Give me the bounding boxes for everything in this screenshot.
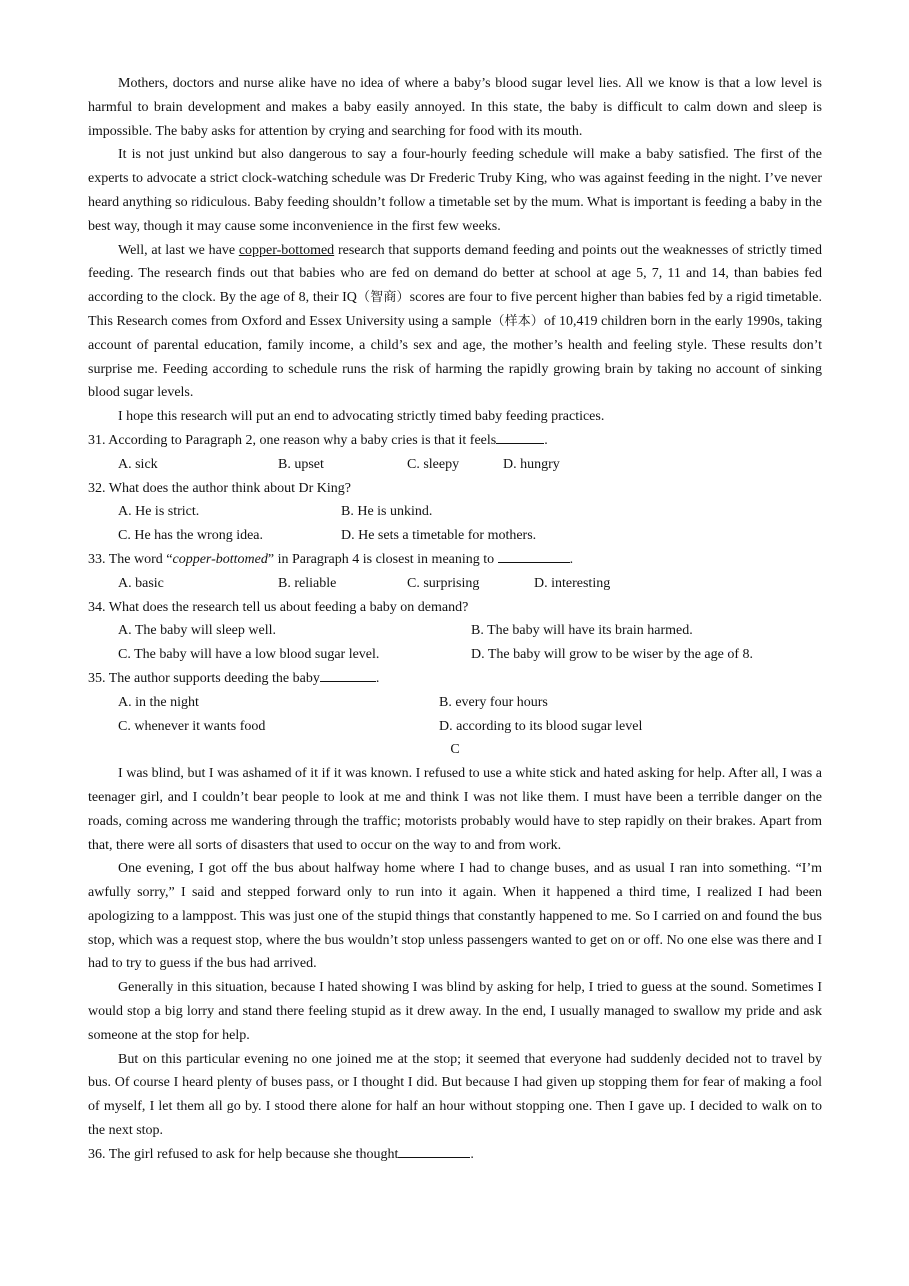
question-34-options-row-2 — [88, 643, 822, 667]
option-d: D. He sets a timetable for mothers. — [341, 528, 537, 544]
question-32: 32. What does the author think about Dr King? — [88, 480, 351, 496]
question-end: . — [375, 670, 380, 686]
question-33-options — [88, 572, 822, 596]
option-b: B. every four hours — [439, 694, 548, 710]
paragraph-text: of 10,419 children born in the early 1990s, taking account of parental education, family income, a child’s sex and age, the mother’s health and feeling style. These results don’t surprise me. Feeding according to schedule runs the risk of harming the rapidly growing brain by taking no account of sinking blood sugar levels. — [88, 313, 822, 401]
question-stem: 36. The girl refused to ask for help because she thought — [88, 1146, 399, 1162]
answer-blank — [498, 548, 570, 563]
question-stem: 33. The word “ — [88, 551, 173, 567]
italic-term: copper-bottomed — [172, 551, 268, 567]
passage-c-paragraph-3: Generally in this situation, because I hated showing I was blind by asking for help, I tried to guess at the sound. Sometimes I would stop a big lorry and stand there feeling stupid as it drew away. In the end, I usually managed to swallow my pride and ask someone at the stop for help. — [88, 980, 822, 1043]
passage-b-paragraph-3 — [88, 239, 822, 406]
question-31 — [88, 429, 822, 453]
question-34-options-row-1 — [88, 619, 822, 643]
option-c: C. sleepy — [407, 456, 460, 472]
option-c: C. He has the wrong idea. — [118, 528, 264, 544]
option-b: B. reliable — [278, 575, 337, 591]
option-a: A. basic — [118, 575, 164, 591]
option-c: C. whenever it wants food — [118, 718, 266, 734]
exam-page — [88, 72, 822, 1167]
underlined-term: copper-bottomed — [238, 242, 335, 258]
question-32-options-row-1 — [88, 500, 822, 524]
option-c: C. surprising — [407, 575, 480, 591]
option-a: A. He is strict. — [118, 504, 200, 520]
option-c: C. The baby will have a low blood sugar level. — [118, 647, 380, 663]
option-b: B. He is unkind. — [341, 504, 433, 520]
option-b: B. upset — [278, 456, 324, 472]
question-33 — [88, 548, 822, 572]
question-34: 34. What does the research tell us about feeding a baby on demand? — [88, 599, 469, 615]
passage-b-paragraph-4: I hope this research will put an end to advocating strictly timed baby feeding practices. — [118, 409, 605, 425]
question-end: . — [569, 551, 574, 567]
passage-c-paragraph-1: I was blind, but I was ashamed of it if it was known. I refused to use a white stick and hated asking for help. After all, I was a teenager girl, and I couldn’t bear people to look at me and think I was not like them. I must have been a terrible danger on the roads, coming across me wandering through the traffic; motorists probably would have to step rapidly on their brakes. Apart from that, there were all sorts of disasters that used to occur on the way to and from work. — [88, 766, 822, 853]
chinese-gloss: （样本） — [491, 313, 544, 329]
passage-b-paragraph-1: Mothers, doctors and nurse alike have no idea of where a baby’s blood sugar level lies. All we know is that a low level is harmful to brain development and makes a baby easily annoyed. In this state, the baby is difficult to calm down and sleep is impossible. The baby asks for attention by crying and searching for food with its mouth. — [88, 76, 822, 139]
question-stem: ” in Paragraph 4 is closest in meaning to — [267, 551, 498, 567]
question-end: . — [470, 1146, 474, 1162]
paragraph-text: Well, at last we have — [118, 242, 239, 258]
question-35-options-row-1 — [88, 691, 822, 715]
question-36 — [88, 1143, 822, 1167]
question-35-options-row-2 — [88, 715, 822, 739]
paragraph-text: research that supports demand feeding and points out the weaknesses of strictly timed feeding. The research finds out that babies who are fed on demand do better at school at age 5, 7, 11 and 14, than babies fed according to the clock. By the age of 8, their IQ — [88, 242, 822, 306]
option-d: D. according to its blood sugar level — [439, 718, 643, 734]
option-d: D. The baby will grow to be wiser by the age of 8. — [471, 647, 754, 663]
question-stem: 35. The author supports deeding the baby — [88, 670, 320, 686]
paragraph-text: scores are four to five percent higher than babies fed by a rigid timetable. This Research comes from Oxford and Essex University using a sample — [88, 290, 822, 329]
option-a: A. The baby will sleep well. — [118, 623, 276, 639]
question-35 — [88, 667, 822, 691]
option-d: D. interesting — [534, 575, 611, 591]
chinese-gloss: （智商） — [356, 290, 410, 306]
question-31-options — [88, 453, 822, 477]
passage-c-paragraph-4: But on this particular evening no one joined me at the stop; it seemed that everyone had suddenly decided not to travel by bus. Of course I heard plenty of buses pass, or I thought I did. But because I had given up stopping them for fear of making a fool of myself, I let them all go by. I stood there alone for half an hour without stopping one. Then I gave up. I decided to walk on to the next stop. — [88, 1051, 822, 1139]
option-b: B. The baby will have its brain harmed. — [471, 623, 693, 639]
answer-blank — [398, 1143, 470, 1158]
answer-blank — [320, 667, 376, 682]
option-d: D. hungry — [503, 456, 560, 472]
option-a: A. in the night — [118, 694, 199, 710]
question-stem: 31. According to Paragraph 2, one reason why a baby cries is that it feels — [88, 432, 497, 448]
question-32-options-row-2 — [88, 524, 822, 548]
passage-c-paragraph-2: One evening, I got off the bus about halfway home where I had to change buses, and as usual I ran into something. “I’m awfully sorry,” I said and stepped forward only to run into it again. When it happened a third time, I realized I had been apologizing to a lamppost. This was just one of the stupid things that constantly happened to me. So I carried on and found the bus stop, which was a request stop, where the bus wouldn’t stop unless passengers wanted to get on or off. No one else was there and I had to try to guess if the bus had arrived. — [88, 861, 822, 972]
answer-blank — [496, 429, 544, 444]
section-heading: C — [450, 742, 460, 758]
option-a: A. sick — [118, 456, 158, 472]
passage-b-paragraph-2: It is not just unkind but also dangerous to say a four-hourly feeding schedule will make a baby satisfied. The first of the experts to advocate a strict clock-watching schedule was Dr Frederic Truby King, who was against feeding in the night. I’ve never heard anything so ridiculous. Baby feeding shouldn’t follow a timetable set by the mum. What is important is feeding a baby in the best way, though it may cause some inconvenience in the first few weeks. — [88, 147, 822, 234]
question-end: . — [544, 432, 548, 448]
